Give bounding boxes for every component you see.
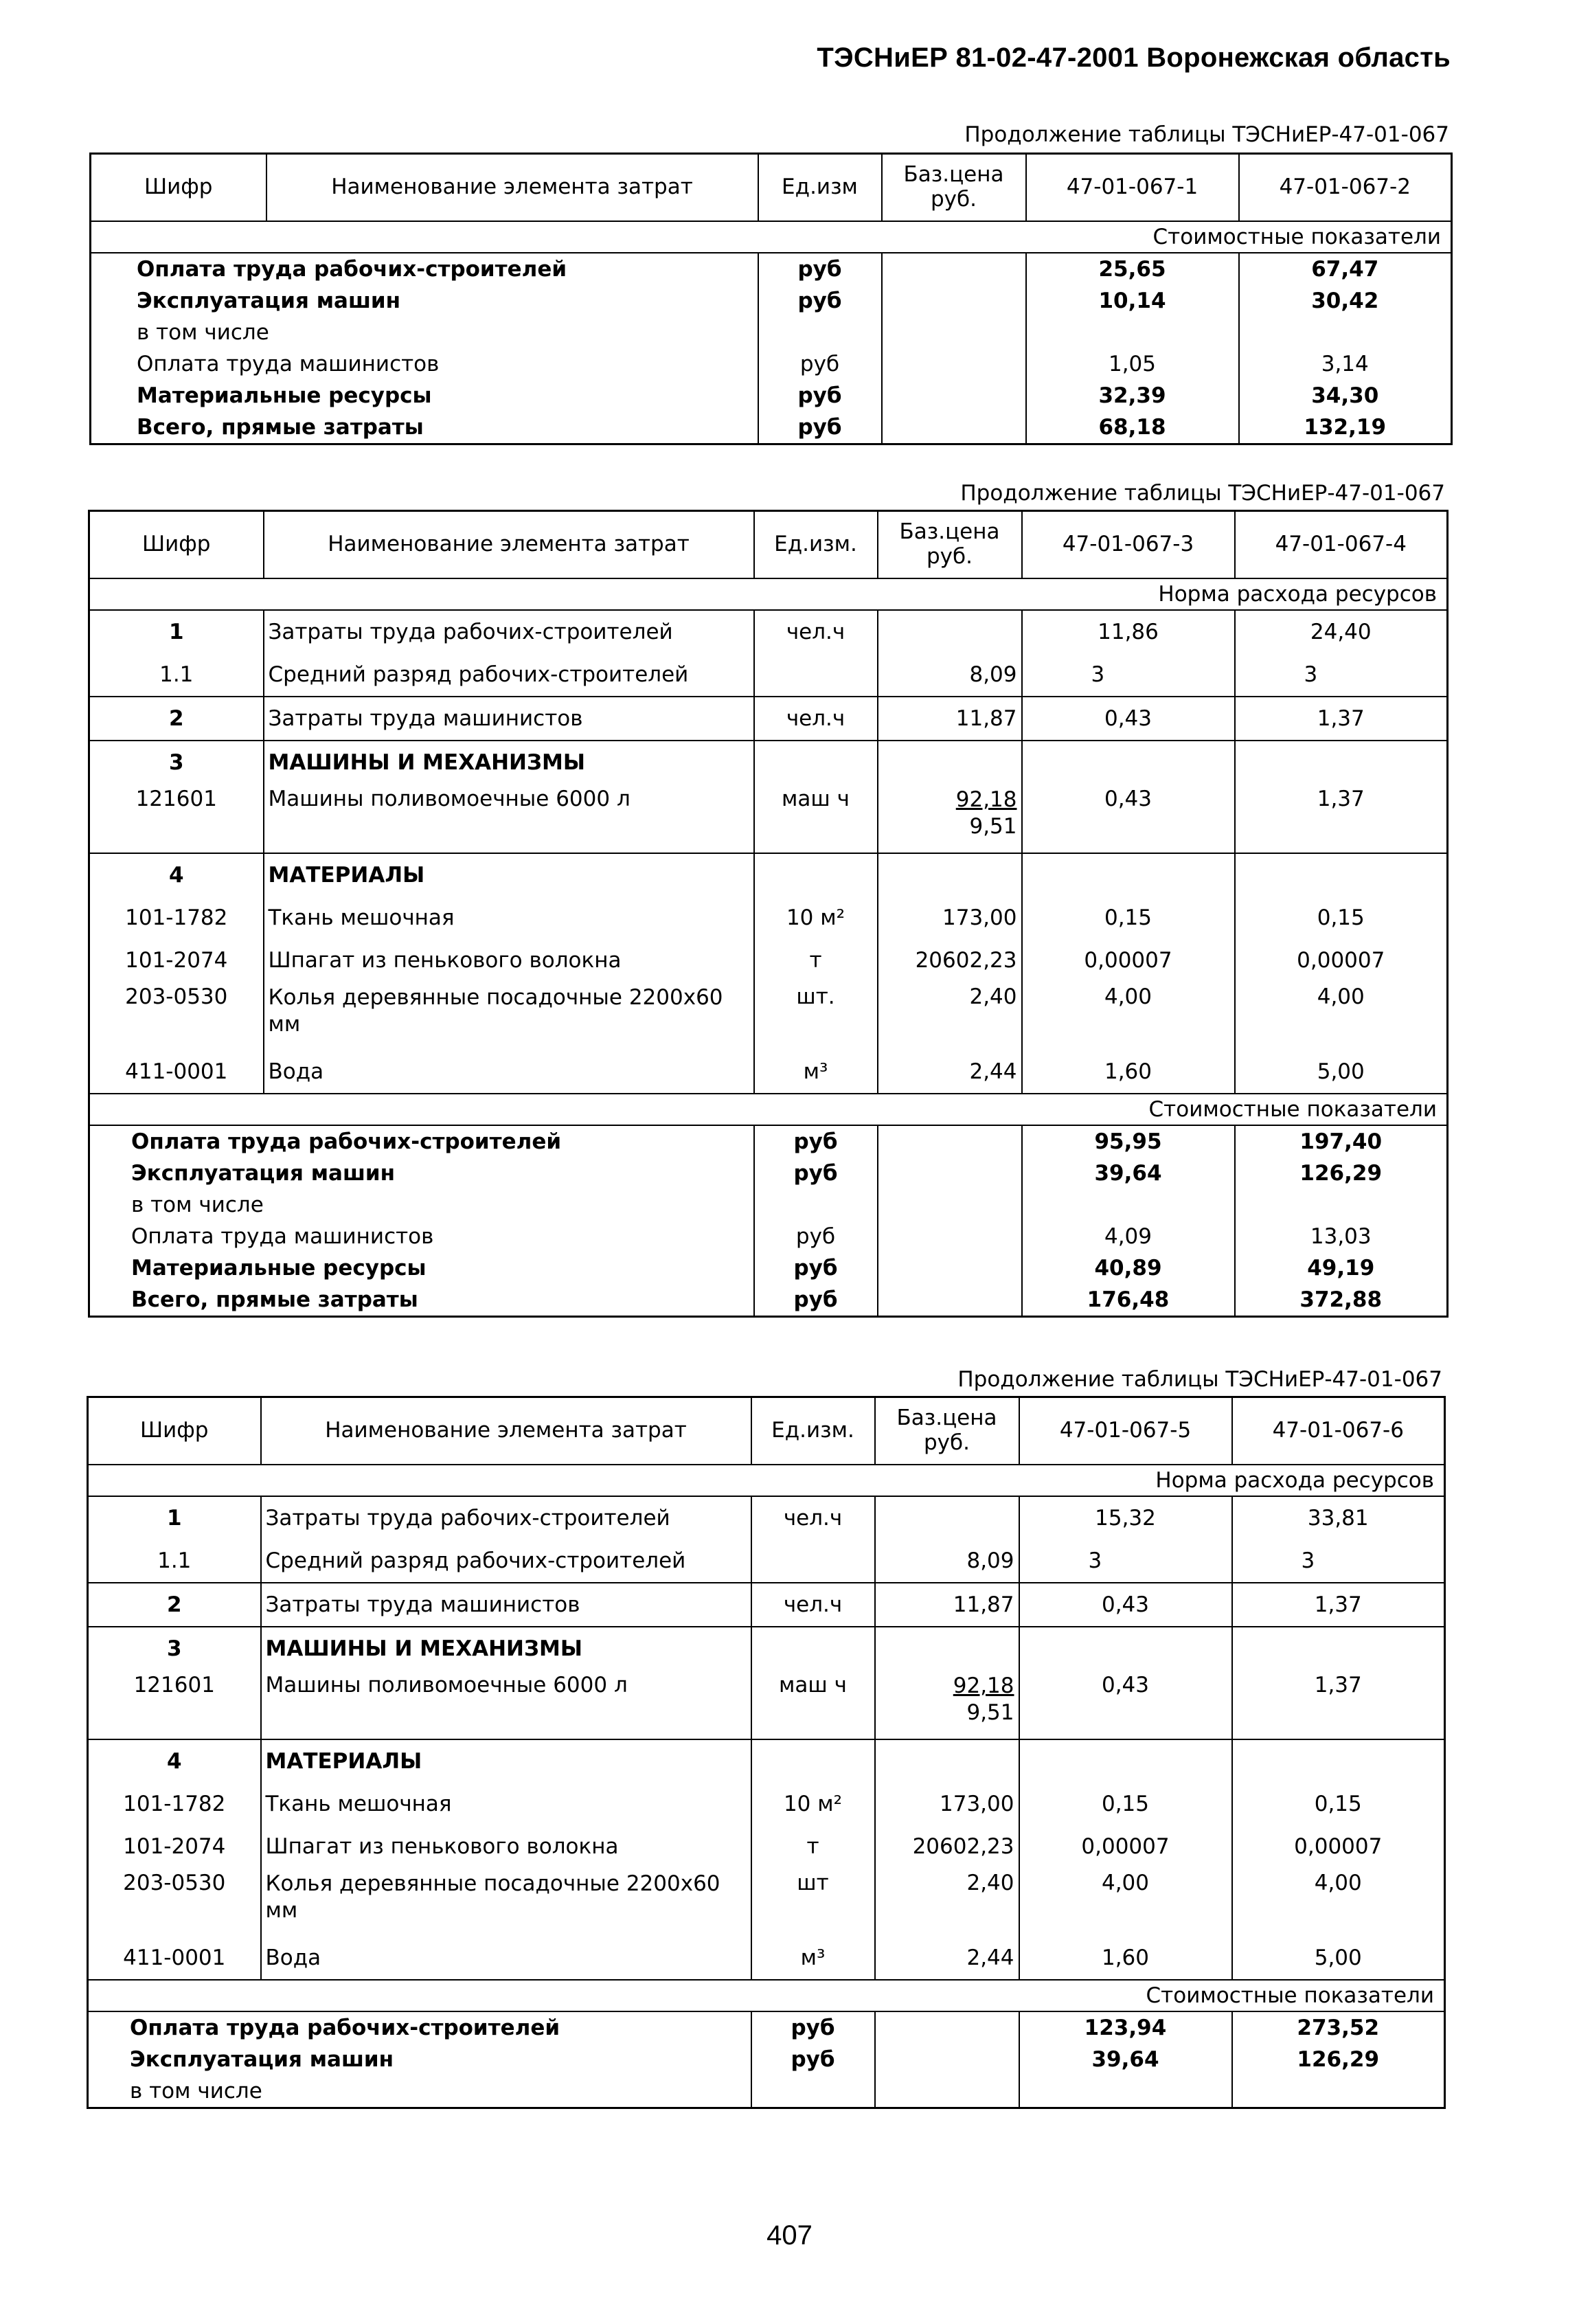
table3 (87, 1396, 1446, 2109)
cost-price (882, 380, 1026, 411)
cost-value-b: 197,40 (1235, 1125, 1448, 1158)
cost-name: Оплата труда рабочих-строителей (130, 2016, 560, 2040)
cost-price (882, 348, 1026, 380)
cost-unit: руб (758, 411, 882, 444)
cost-value-a: 95,95 (1022, 1125, 1235, 1158)
row-price: 11,87 (875, 1583, 1019, 1627)
row-price: 173,00 (875, 1783, 1019, 1825)
row-code: 121601 (135, 787, 217, 811)
row-value-a: 1,60 (1019, 1937, 1232, 1980)
row-value-b: 0,00007 (1235, 939, 1448, 982)
row-value-b: 1,37 (1235, 697, 1448, 741)
header-unit: Ед.изм. (754, 511, 878, 579)
row-price: 2,40 (875, 1868, 1019, 1937)
row-value-a: 0,43 (1019, 1670, 1232, 1739)
cost-price (878, 1252, 1022, 1284)
header-col-b: 47-01-067-6 (1232, 1397, 1445, 1465)
row-code: 101-1782 (125, 905, 228, 930)
row-value-a (1019, 1739, 1232, 1783)
cost-unit (754, 1189, 878, 1221)
row-value-a (1022, 741, 1235, 784)
row-unit: чел.ч (751, 1583, 875, 1627)
row-value-a: 0,43 (1022, 697, 1235, 741)
row-name: Вода (261, 1937, 751, 1980)
header-price: Баз.цена руб. (882, 154, 1026, 222)
cost-value-a (1026, 317, 1239, 348)
row-name: МАТЕРИАЛЫ (261, 1739, 751, 1783)
row-name: МАТЕРИАЛЫ (264, 853, 754, 896)
cost-name: Всего, прямые затраты (137, 415, 424, 440)
cost-value-b: 34,30 (1239, 380, 1452, 411)
row-value-a: 3 (1019, 1539, 1232, 1583)
cost-unit (751, 2075, 875, 2108)
cost-value-a: 1,05 (1026, 348, 1239, 380)
cost-price (878, 1158, 1022, 1189)
cost-price (875, 2044, 1019, 2075)
row-value-b: 5,00 (1235, 1050, 1448, 1094)
header-unit: Ед.изм. (751, 1397, 875, 1465)
row-value-a (1022, 853, 1235, 896)
row-unit (754, 741, 878, 784)
row-code: 1.1 (159, 662, 194, 687)
row-code: 4 (88, 1739, 261, 1783)
row-code: 2 (88, 1583, 261, 1627)
row-value-b: 4,00 (1235, 982, 1448, 1050)
cost-value-b (1235, 1189, 1448, 1221)
cost-value-a: 68,18 (1026, 411, 1239, 444)
row-value-a: 0,15 (1022, 896, 1235, 939)
row-name: Машины поливомоечные 6000 л (261, 1670, 751, 1739)
row-price (878, 741, 1022, 784)
row-price (878, 610, 1022, 653)
row-unit: т (751, 1825, 875, 1868)
row-price: 2,40 (878, 982, 1022, 1050)
cost-value-b: 49,19 (1235, 1252, 1448, 1284)
row-value-a: 0,15 (1019, 1783, 1232, 1825)
row-unit: маш ч (754, 784, 878, 853)
row-code: 101-2074 (125, 948, 228, 973)
cost-price (878, 1125, 1022, 1158)
cost-value-a: 40,89 (1022, 1252, 1235, 1284)
row-name: Средний разряд рабочих-строителей (264, 653, 754, 697)
cost-value-b: 126,29 (1232, 2044, 1445, 2075)
cost-price (882, 411, 1026, 444)
cost-name: Эксплуатация машин (130, 2047, 394, 2072)
table1-continuation: Продолжение таблицы ТЭСНиЕР-47-01-067 (964, 122, 1449, 147)
cost-price (882, 285, 1026, 317)
row-value-b (1235, 853, 1448, 896)
row-name: Колья деревянные посадочные 2200х60 мм (261, 1868, 751, 1937)
row-value-b: 0,15 (1232, 1783, 1445, 1825)
cost-unit: руб (754, 1221, 878, 1252)
cost-name: Всего, прямые затраты (131, 1287, 418, 1312)
row-value-a: 4,00 (1019, 1868, 1232, 1937)
header-name: Наименование элемента затрат (261, 1397, 751, 1465)
row-unit: чел.ч (754, 610, 878, 653)
row-value-b: 3 (1235, 653, 1448, 697)
row-unit (751, 1627, 875, 1670)
row-name: Затраты труда рабочих-строителей (264, 610, 754, 653)
row-code: 101-1782 (123, 1792, 226, 1816)
row-value-a: 4,00 (1022, 982, 1235, 1050)
row-name: Затраты труда машинистов (264, 697, 754, 741)
cost-value-b: 273,52 (1232, 2011, 1445, 2044)
row-name: Машины поливомоечные 6000 л (264, 784, 754, 853)
row-value-b: 1,37 (1235, 784, 1448, 853)
row-name: Шпагат из пенькового волокна (264, 939, 754, 982)
cost-name: Эксплуатация машин (131, 1161, 396, 1186)
header-code: Шифр (88, 1397, 261, 1465)
row-price: 92,18 (953, 1673, 1014, 1698)
table3-continuation: Продолжение таблицы ТЭСНиЕР-47-01-067 (957, 1367, 1442, 1392)
cost-price (878, 1189, 1022, 1221)
row-unit: т (754, 939, 878, 982)
row-unit: м³ (751, 1937, 875, 1980)
cost-value-b: 30,42 (1239, 285, 1452, 317)
cost-value-a: 39,64 (1022, 1158, 1235, 1189)
row-code: 4 (89, 853, 264, 896)
row-code: 411-0001 (123, 1945, 226, 1970)
row-value-a: 0,43 (1022, 784, 1235, 853)
row-unit: м³ (754, 1050, 878, 1094)
row-price (875, 1627, 1019, 1670)
row-code: 1.1 (157, 1548, 192, 1573)
cost-value-b: 126,29 (1235, 1158, 1448, 1189)
row-name: Вода (264, 1050, 754, 1094)
cost-price (878, 1221, 1022, 1252)
section-label: Стоимостные показатели (88, 1980, 1445, 2011)
header-code: Шифр (89, 511, 264, 579)
row-code: 203-0530 (125, 984, 228, 1009)
cost-unit: руб (751, 2011, 875, 2044)
cost-value-b: 67,47 (1239, 253, 1452, 285)
row-value-b: 0,15 (1235, 896, 1448, 939)
row-price: 2,44 (878, 1050, 1022, 1094)
row-code: 411-0001 (125, 1059, 228, 1084)
cost-value-b: 3,14 (1239, 348, 1452, 380)
row-code: 203-0530 (123, 1871, 226, 1895)
header-col-b: 47-01-067-4 (1235, 511, 1448, 579)
row-price (878, 853, 1022, 896)
section-label: Стоимостные показатели (89, 1094, 1448, 1125)
row-price (875, 1739, 1019, 1783)
cost-name: Материальные ресурсы (131, 1256, 427, 1281)
row-value-a: 0,43 (1019, 1583, 1232, 1627)
row-value-a: 0,00007 (1022, 939, 1235, 982)
row-value-b: 4,00 (1232, 1868, 1445, 1937)
row-code: 101-2074 (123, 1834, 226, 1859)
row-name: Колья деревянные посадочные 2200х60 мм (264, 982, 754, 1050)
cost-price (875, 2011, 1019, 2044)
section-label: Стоимостные показатели (91, 221, 1452, 253)
cost-price (878, 1284, 1022, 1317)
header-price: Баз.цена руб. (875, 1397, 1019, 1465)
cost-unit: руб (758, 253, 882, 285)
table2-continuation: Продолжение таблицы ТЭСНиЕР-47-01-067 (960, 481, 1445, 506)
cost-price (882, 253, 1026, 285)
header-price: Баз.цена руб. (878, 511, 1022, 579)
row-price: 2,44 (875, 1937, 1019, 1980)
row-name: Ткань мешочная (264, 896, 754, 939)
cost-name: Материальные ресурсы (137, 383, 432, 408)
cost-name: в том числе (130, 2079, 262, 2103)
row-unit: 10 м² (754, 896, 878, 939)
row-price-secondary: 9,51 (969, 813, 1017, 839)
row-value-b (1232, 1739, 1445, 1783)
cost-unit: руб (754, 1284, 878, 1317)
row-code: 121601 (133, 1673, 215, 1697)
cost-name: Эксплуатация машин (137, 289, 401, 313)
table2 (88, 510, 1449, 1318)
cost-unit: руб (751, 2044, 875, 2075)
row-unit: шт. (754, 982, 878, 1050)
header-col-a: 47-01-067-5 (1019, 1397, 1232, 1465)
cost-value-a: 10,14 (1026, 285, 1239, 317)
cost-value-a (1022, 1189, 1235, 1221)
row-unit (754, 653, 878, 697)
cost-unit (758, 317, 882, 348)
row-unit (754, 853, 878, 896)
row-value-a: 3 (1022, 653, 1235, 697)
page-title: ТЭСНиЕР 81-02-47-2001 Воронежская область (817, 43, 1451, 73)
row-value-b: 1,37 (1232, 1583, 1445, 1627)
cost-value-b (1239, 317, 1452, 348)
row-code: 1 (166, 1506, 182, 1531)
row-code: 3 (89, 741, 264, 784)
cost-value-a: 123,94 (1019, 2011, 1232, 2044)
cost-price (875, 2075, 1019, 2108)
cost-value-a: 25,65 (1026, 253, 1239, 285)
cost-unit: руб (754, 1158, 878, 1189)
row-value-b: 1,37 (1232, 1670, 1445, 1739)
cost-value-b: 372,88 (1235, 1284, 1448, 1317)
row-price: 20602,23 (878, 939, 1022, 982)
cost-name: Оплата труда рабочих-строителей (137, 257, 567, 282)
section-label: Норма расхода ресурсов (89, 578, 1448, 610)
cost-value-b: 132,19 (1239, 411, 1452, 444)
cost-value-a (1019, 2075, 1232, 2108)
header-code: Шифр (91, 154, 266, 222)
row-unit: 10 м² (751, 1783, 875, 1825)
row-price: 20602,23 (875, 1825, 1019, 1868)
row-value-a: 1,60 (1022, 1050, 1235, 1094)
header-col-a: 47-01-067-1 (1026, 154, 1239, 222)
row-value-a: 0,00007 (1019, 1825, 1232, 1868)
row-price: 11,87 (878, 697, 1022, 741)
cost-name: в том числе (137, 320, 269, 345)
row-value-b: 24,40 (1235, 610, 1448, 653)
row-price: 8,09 (878, 653, 1022, 697)
row-name: МАШИНЫ И МЕХАНИЗМЫ (261, 1627, 751, 1670)
row-value-b: 33,81 (1232, 1496, 1445, 1539)
row-unit: чел.ч (754, 697, 878, 741)
cost-name: Оплата труда машинистов (131, 1224, 434, 1249)
row-name: Шпагат из пенькового волокна (261, 1825, 751, 1868)
row-code: 2 (89, 697, 264, 741)
cost-unit: руб (754, 1125, 878, 1158)
header-col-a: 47-01-067-3 (1022, 511, 1235, 579)
row-name: Затраты труда машинистов (261, 1583, 751, 1627)
cost-name: Оплата труда рабочих-строителей (131, 1129, 562, 1154)
cost-price (882, 317, 1026, 348)
header-name: Наименование элемента затрат (266, 154, 758, 222)
cost-unit: руб (758, 285, 882, 317)
row-value-a: 15,32 (1019, 1496, 1232, 1539)
cost-value-a: 176,48 (1022, 1284, 1235, 1317)
cost-value-a: 4,09 (1022, 1221, 1235, 1252)
header-name: Наименование элемента затрат (264, 511, 754, 579)
cost-name: Оплата труда машинистов (137, 352, 440, 376)
cost-value-b: 13,03 (1235, 1221, 1448, 1252)
row-unit: чел.ч (751, 1496, 875, 1539)
row-value-b: 0,00007 (1232, 1825, 1445, 1868)
row-unit: маш ч (751, 1670, 875, 1739)
row-price: 92,18 (955, 787, 1017, 812)
row-price: 8,09 (875, 1539, 1019, 1583)
row-name: Средний разряд рабочих-строителей (261, 1539, 751, 1583)
page-number: 407 (766, 2220, 813, 2250)
cost-name: в том числе (131, 1193, 264, 1217)
cost-value-a: 32,39 (1026, 380, 1239, 411)
row-name: МАШИНЫ И МЕХАНИЗМЫ (264, 741, 754, 784)
row-name: Затраты труда рабочих-строителей (261, 1496, 751, 1539)
section-label: Норма расхода ресурсов (88, 1465, 1445, 1496)
row-value-a: 11,86 (1022, 610, 1235, 653)
row-unit (751, 1739, 875, 1783)
row-value-b: 3 (1232, 1539, 1445, 1583)
row-price: 173,00 (878, 896, 1022, 939)
cost-unit: руб (758, 380, 882, 411)
row-value-b (1235, 741, 1448, 784)
header-col-b: 47-01-067-2 (1239, 154, 1452, 222)
cost-value-a: 39,64 (1019, 2044, 1232, 2075)
row-name: Ткань мешочная (261, 1783, 751, 1825)
cost-unit: руб (754, 1252, 878, 1284)
row-price (875, 1496, 1019, 1539)
row-value-b (1232, 1627, 1445, 1670)
row-code: 3 (88, 1627, 261, 1670)
row-price-secondary: 9,51 (966, 1700, 1014, 1725)
row-value-b: 5,00 (1232, 1937, 1445, 1980)
table1 (89, 153, 1453, 445)
row-unit (751, 1539, 875, 1583)
row-code: 1 (168, 620, 184, 644)
header-unit: Ед.изм (758, 154, 882, 222)
row-value-a (1019, 1627, 1232, 1670)
cost-unit: руб (758, 348, 882, 380)
cost-value-b (1232, 2075, 1445, 2108)
row-unit: шт (751, 1868, 875, 1937)
